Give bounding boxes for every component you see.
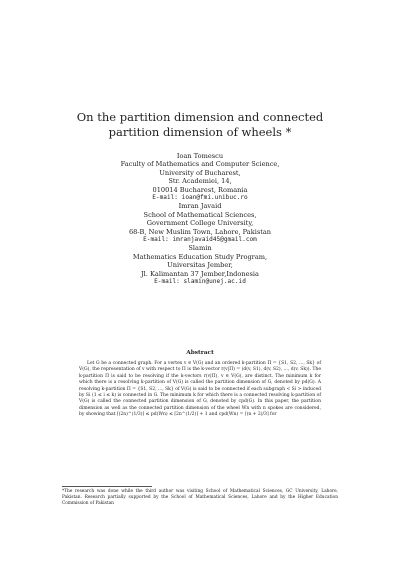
email-line: E-mail: ioan@fmi.unibuc.ro bbox=[152, 194, 248, 202]
title-line-1: On the partition dimension and connected bbox=[76, 110, 324, 124]
affiliation-line: Government College University, bbox=[146, 219, 254, 228]
abstract-heading: Abstract bbox=[186, 350, 214, 356]
footnote-text: *The research was done while the third author was visiting School of Mathematical Sciences, GC University, Lahore, Pakistan. Research partially supported by the School of Mathematical Sciences, Lahore and by the Higher Education Commission of Pakistan bbox=[62, 489, 338, 506]
address-line: 68-B, New Muslim Town, Lahore, Pakistan bbox=[128, 227, 272, 236]
author-block bbox=[80, 152, 320, 287]
affiliation-line: Faculty of Mathematics and Computer Science, bbox=[120, 160, 280, 169]
affiliation-line: Universitas Jember, bbox=[167, 261, 233, 270]
address-line: Str. Academiei, 14, bbox=[168, 177, 232, 186]
address-line: 010014 Bucharest, Romania bbox=[152, 185, 248, 194]
title-line-2: partition dimension of wheels * bbox=[108, 125, 292, 139]
abstract-text: Let G be a connected graph. For a vertex v ∈ V(G) and an ordered k-partition Π = {S1, S2, ..., Sk} of V(G), the representation of v with respect to Π is the k-vector r(v|Π) = (d(v, S1), d(v, S2), ..., d(v, Sk)). The k-partition Π is said to be resolving if the k-vectors r(v|Π), v ∈ V(G), are distinct. The minimum k for which there is a resolving k-partition of V(G) is called the partition dimension of G, denoted by pd(G). A resolving k-partition Π = {S1, S2, ..., Sk} of V(G) is said to be connected if each subgraph < Si > induced by Si (1 ≤ i ≤ k) is connected in G. The minimum k for which there is a connected resolving k-partition of V(G) is called the connected partition dimension of G, denoted by cpd(G). In this paper, the partition dimension as well as the connected partition dimension of the wheel Wn with n spokes are considered, by showing that ⌈(2n)^(1/3)⌉ ≤ pd(Wn) ≤ ⌈2n^(1/2)⌉ + 1 and cpd(Wn) = ⌈(n + 2)/3⌉ for bbox=[79, 361, 321, 418]
author-name: Imran Javaid bbox=[178, 202, 222, 211]
affiliation-line: Mathematics Education Study Program, bbox=[132, 252, 268, 261]
affiliation-line: University of Bucharest, bbox=[159, 168, 241, 177]
footnote-rule bbox=[62, 486, 152, 487]
email-line: E-mail: slamin@unej.ac.id bbox=[154, 278, 246, 286]
author-name: Ioan Tomescu bbox=[176, 152, 224, 160]
affiliation-line: School of Mathematical Sciences, bbox=[143, 210, 257, 219]
author-name: Slamin bbox=[188, 244, 212, 253]
email-line: E-mail: imranjavaid45@gmail.com bbox=[143, 236, 257, 244]
paper-title bbox=[60, 110, 340, 140]
address-line: Jl. Kalimantan 37 Jember,Indonesia bbox=[141, 269, 259, 278]
